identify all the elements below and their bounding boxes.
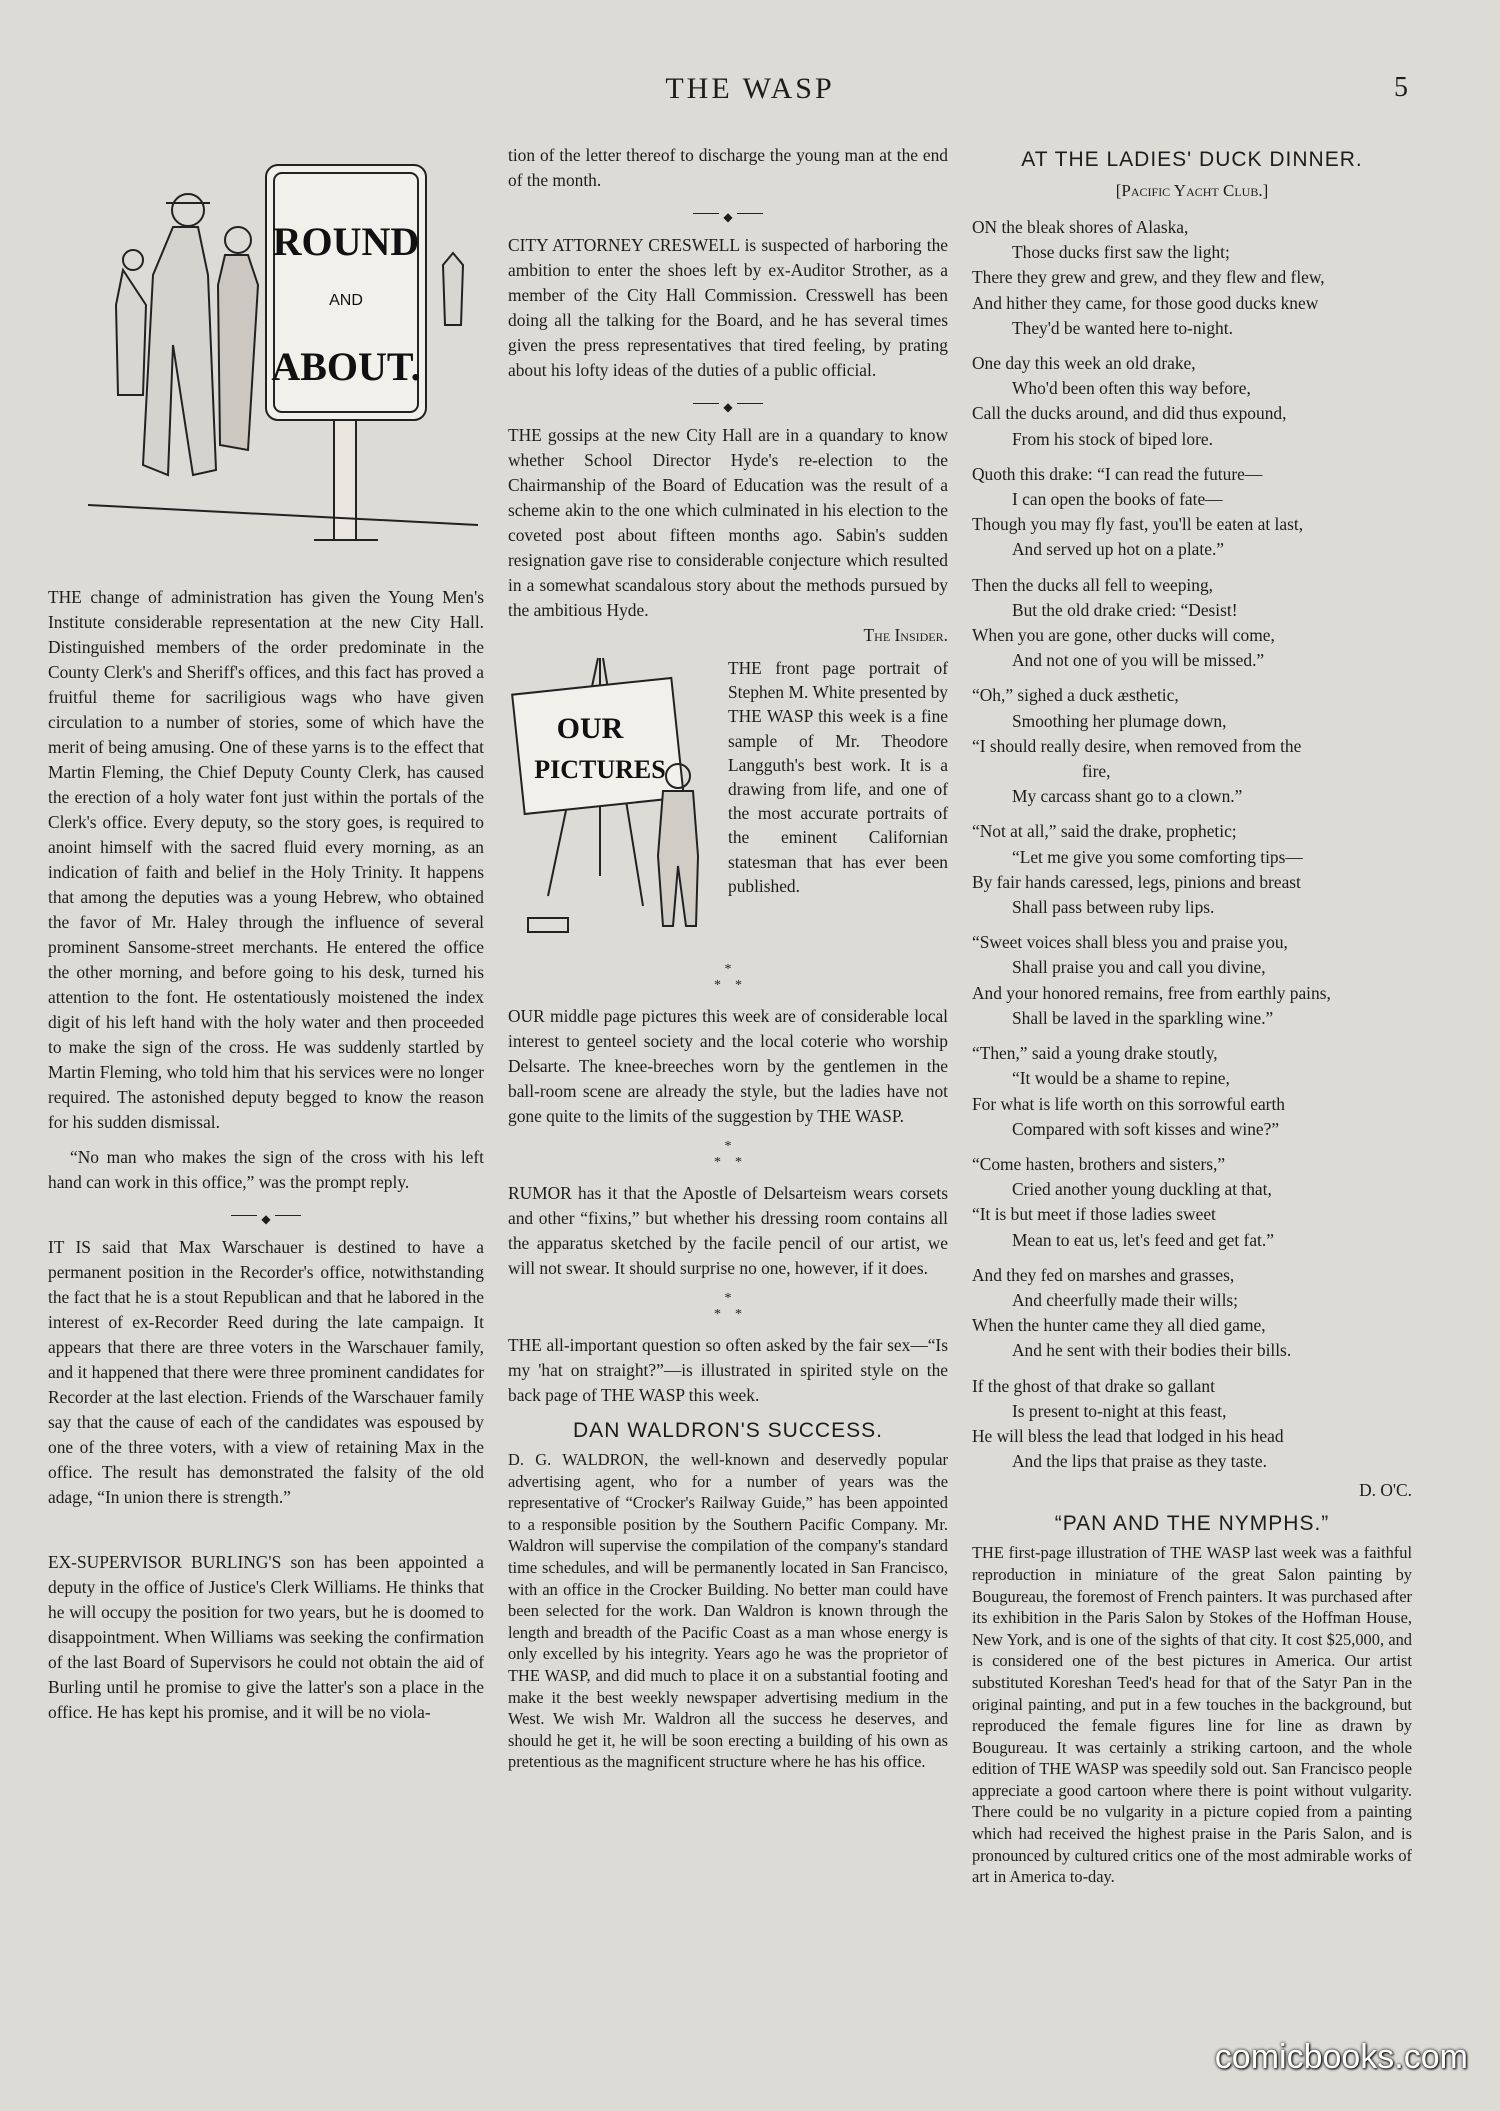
column-1-text [48, 585, 484, 1735]
poem-line: “Oh,” sighed a duck æsthetic, [972, 685, 1179, 706]
poem-stanza [972, 683, 1412, 809]
article-hyde: THE gossips at the new City Hall are in a quandary to know whether School Director Hyde's re-election to the Chairmanship of the Board of Education was the result of a scheme akin to the one which culminated in his election to the coveted post about fifteen months ago. Sabin's sudden resignation gave rise to considerable conjecture which resulted in a somewhat scandalous story about the methods pursued by the ambitious Hyde. [508, 425, 948, 620]
stars-divider: * * * [714, 962, 742, 993]
section-divider: ◆ [48, 1205, 484, 1225]
poem-stanza [972, 1041, 1412, 1142]
article-creswell: CITY ATTORNEY CRESWELL is suspected of harboring the ambition to enter the shoes left by ex-Auditor Strother, as a member of the City Hall Commission. Cresswell has been doing all the talking for the Board, and he has several times given the press representatives that tired feeling, by prating about his lofty ideas of the duties of a public official. [508, 235, 948, 380]
sign-about: ABOUT. [271, 344, 421, 389]
headline-pan-nymphs: “PAN AND THE NYMPHS.” [1054, 1512, 1330, 1536]
poem-duck-dinner [972, 215, 1412, 1474]
poem-line: If the ghost of that drake so gallant [972, 1375, 1215, 1396]
poem-line: ON the bleak shores of Alaska, [972, 217, 1189, 237]
article-pan-nymphs: THE first-page illustration of THE WASP last week was a faithful reproduction in miniature of the great Salon painting by Bougureau, the foremost of French painters. It was purchased after its exhibition in the Paris Salon by Stokes of the Hoffman House, New York, and is one of the sights of that city. It cost $25,000, and is considered one of the best pictures in America. Our artist substituted Koreshan Teed's head for that of the Satyr Pan in the original painting, and put in a few touches in the background, but reproduced the female figures line for line as drawn by Bougureau. It was certainly a striking cartoon, and the whole edition of THE WASP was speedily sold out. San Francisco people appreciate a good cartoon where there is point without vulgarity. There could be no vulgarity in a picture copied from a painting which had received the highest praise in the Paris Salon, and is pronounced by cultured critics one of the most admirable works of art in America to-day. [972, 1543, 1412, 1887]
poem-line: And served up hot on a plate.” [1012, 539, 1225, 560]
poem-line: “It would be a shame to repine, [1012, 1068, 1230, 1089]
sign-pictures: PICTURES [534, 755, 666, 784]
poem-line: When the hunter came they all died game, [972, 1315, 1266, 1336]
poem-line: Smoothing her plumage down, [1012, 710, 1227, 731]
poem-stanza [972, 930, 1412, 1031]
poem-line: And he sent with their bodies their bills. [1012, 1340, 1292, 1361]
poem-line: Who'd been often this way before, [1012, 378, 1251, 399]
our-pictures-block [508, 656, 948, 956]
watermark: comicbooks.com [1214, 2038, 1468, 2076]
poem-line: He will bless the lead that lodged in his head [972, 1425, 1284, 1446]
poem-line: When you are gone, other ducks will come, [972, 625, 1275, 646]
our-pictures-illustration [508, 656, 723, 956]
poem-line: “Then,” said a young drake stoutly, [972, 1043, 1218, 1064]
poem-line: Quoth this drake: “I can read the future— [972, 463, 1263, 484]
article-waldron: D. G. WALDRON, the well-known and deservedly popular advertising agent, who for a number of years was the representative of “Crocker's Railway Guide,” has been appointed to a responsible position by the Southern Pacific Company. Mr. Waldron will supervise the compilation of the company's standard time schedules, and will be permanently located in San Francisco, with an office in the Crocker Building. No better man could have been selected for the work. Dan Waldron is known through the length and breadth of the Pacific Coast as a man whose energy is only excelled by his integrity. Years ago he was the proprietor of THE WASP, and did much to place it on a substantial footing and make it the best weekly newspaper advertising medium in the West. We wish Mr. Waldron all the success he deserves, and should he get it, he will be soon erecting a building of his own as pretentious as the magnificent structure where he has his office. [508, 1450, 948, 1772]
article-ymi-reply: “No man who makes the sign of the cross with his left hand can work in this office,” was the prompt reply. [48, 1147, 484, 1192]
column-2 [508, 143, 948, 1773]
poem-line: Is present to-night at this feast, [1012, 1400, 1227, 1421]
poem-line: Shall be laved in the sparkling wine.” [1012, 1007, 1274, 1028]
article-ymi: THE change of administration has given the Young Men's Institute considerable representation at the new City Hall. Distinguished members of the order predominate in the County Clerk's and Sheriff's offices, and this fact has proved a fruitful theme for sacriligious wags who have given circulation to a number of stories, some of which have the merit of being amusing. One of these yarns is to the effect that Martin Fleming, the Chief Deputy County Clerk, has caused the erection of a holy water font just within the portals of the Clerk's office. Every deputy, so the story goes, is required to anoint himself with the sacred fluid every morning, as an indication of faith and belief in the Holy Trinity. It happens that among the deputies was a young Hebrew, who obtained the favor of Mr. Haley through the influence of several prominent Sansome-street merchants. He entered the office the other morning, and before going to his desk, turned his attention to the font. He ostentatiously moistened the index digit of his left hand with the holy water and then proceeded to make the sign of the cross. He was suddenly startled by Martin Fleming, who told him that his services were no longer required. The astonished deputy begged to know the reason for his sudden dismissal. [48, 587, 484, 1132]
poem-line: “Come hasten, brothers and sisters,” [972, 1153, 1226, 1174]
poem-line: Compared with soft kisses and wine?” [1012, 1118, 1280, 1139]
page-number: 5 [1394, 72, 1408, 103]
poem-line: Shall praise you and call you divine, [1012, 957, 1266, 978]
poem-stanza [972, 462, 1412, 563]
sign-and: AND [329, 292, 363, 309]
article-front-page: THE front page portrait of Stephen M. White presented by THE WASP this week is a fine sample of Mr. Theodore Langguth's best work. It is a drawing from life, and one of the most accurate portraits of the eminent Californian statesman that has ever been published. [728, 658, 948, 896]
masthead-title: THE WASP [665, 72, 835, 105]
poem-line: And they fed on marshes and grasses, [972, 1264, 1235, 1285]
poem-line: “I should really desire, when removed from the [972, 735, 1302, 756]
poem-line: They'd be wanted here to-night. [1012, 317, 1233, 338]
poem-line: “It is but meet if those ladies sweet [972, 1204, 1216, 1225]
poem-line: Though you may fly fast, you'll be eaten at last, [972, 514, 1304, 535]
poem-signature: D. O'C. [1359, 1480, 1412, 1501]
poem-line: And cheerfully made their wills; [1012, 1289, 1239, 1310]
article-rumor: RUMOR has it that the Apostle of Delsarteism wears corsets and other “fixins,” but whether his dressing room contains all the apparatus sketched by the facile pencil of our artist, we will not swear. It should surprise no one, however, if it does. [508, 1183, 948, 1278]
poem-line: And not one of you will be missed.” [1012, 650, 1265, 671]
headline-duck-dinner: AT THE LADIES' DUCK DINNER. [1021, 148, 1363, 171]
poem-line: “Not at all,” said the drake, prophetic; [972, 821, 1237, 842]
poem-stanza [972, 351, 1412, 452]
poem-line: From his stock of biped lore. [1012, 428, 1213, 449]
poem-line: “Sweet voices shall bless you and praise you, [972, 932, 1288, 953]
round-about-illustration [48, 145, 484, 575]
poem-line: I can open the books of fate— [1012, 489, 1223, 510]
poem-stanza [972, 1374, 1412, 1475]
signature-insider: The Insider. [863, 625, 948, 645]
poem-line: One day this week an old drake, [972, 353, 1196, 374]
subhead-yacht-club: [Pacific Yacht Club.] [1115, 181, 1269, 200]
article-continuation: tion of the letter thereof to discharge the young man at the end of the month. [508, 145, 948, 190]
poem-line: Those ducks first saw the light; [1012, 242, 1230, 263]
poem-line: And your honored remains, free from earthly pains, [972, 982, 1331, 1003]
poem-line: And hither they came, for those good ducks knew [972, 292, 1319, 313]
sign-our: OUR [556, 712, 624, 745]
poem-stanza [972, 215, 1412, 341]
poem-line: My carcass shant go to a clown.” [1012, 786, 1243, 807]
poem-line: There they grew and grew, and they flew and flew, [972, 267, 1325, 288]
column-3 [972, 143, 1412, 1888]
headline-waldron: DAN WALDRON'S SUCCESS. [573, 1419, 883, 1442]
poem-line: Mean to eat us, let's feed and get fat.” [1012, 1229, 1274, 1250]
article-hat: THE all-important question so often asked by the fair sex—“Is my 'hat on straight?”—is illustrated in spirited style on the back page of THE WASP this week. [508, 1335, 948, 1405]
poem-stanza [972, 819, 1412, 920]
poem-line: Call the ducks around, and did thus expound, [972, 403, 1287, 424]
section-divider: ◆ [508, 203, 948, 223]
poem-line: “Let me give you some comforting tips— [1012, 846, 1303, 867]
article-burling: EX-SUPERVISOR BURLING'S son has been appointed a deputy in the office of Justice's Clerk Williams. He thinks that he will occupy the position for two years, but he is doomed to disappointment. When Williams was seeking the confirmation of the last Board of Supervisors he could not obtain the aid of Burling until he promise to give the latter's son a place in the office. He has kept his promise, and it will be no viola- [48, 1552, 484, 1722]
poem-stanza [972, 1152, 1412, 1253]
poem-line: And the lips that praise as they taste. [1012, 1451, 1268, 1472]
poem-stanza [972, 1263, 1412, 1364]
stars-divider: * * * [714, 1139, 742, 1170]
article-middle-page: OUR middle page pictures this week are of considerable local interest to genteel society and the local coterie who worship Delsarte. The knee-breeches worn by the gentlemen in the ball-room scene are already the style, but the ladies have not gone quite to the limits of the suggestion by THE WASP. [508, 1006, 948, 1126]
poem-line: Then the ducks all fell to weeping, [972, 574, 1213, 595]
poem-line: But the old drake cried: “Desist! [1012, 599, 1238, 620]
article-warschauer: IT IS said that Max Warschauer is destined to have a permanent position in the Recorder's office, notwithstanding the fact that he is a stout Republican and that he labored in the interest of ex-Recorder Reed during the late campaign. It appears that there are three voters in the Warschauer family, and it happened that there were three prominent candidates for Recorder at the last election. Friends of the Warschauer family say that the cause of each of the candidates was espoused by one of the three voters, with a view of retaining Max in the office. The result has demonstrated the falsity of the old adage, “In union there is strength.” [48, 1237, 484, 1507]
poem-line: Cried another young duckling at that, [1012, 1179, 1272, 1200]
section-divider: ◆ [508, 393, 948, 413]
poem-line: By fair hands caressed, legs, pinions and breast [972, 871, 1301, 892]
sign-round: ROUND [272, 219, 420, 264]
page-header [0, 72, 1500, 112]
poem-line: Shall pass between ruby lips. [1012, 897, 1215, 918]
poem-line: fire, [1082, 761, 1111, 782]
stars-divider: * * * [714, 1291, 742, 1322]
poem-stanza [972, 573, 1412, 674]
poem-line: For what is life worth on this sorrowful earth [972, 1093, 1285, 1114]
